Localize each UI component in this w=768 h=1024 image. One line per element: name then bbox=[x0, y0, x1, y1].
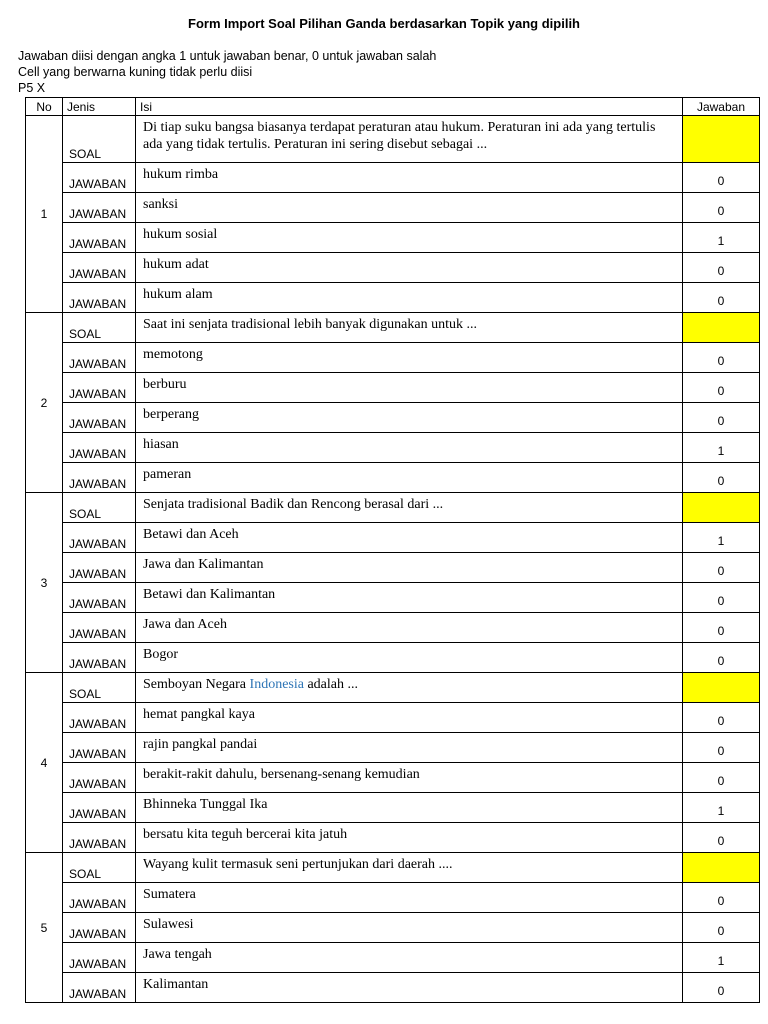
jenis-jawaban-label: JAWABAN bbox=[63, 283, 136, 313]
jawaban-row bbox=[26, 343, 760, 373]
jenis-jawaban-label: JAWABAN bbox=[63, 463, 136, 493]
jenis-jawaban-label: JAWABAN bbox=[63, 703, 136, 733]
answer-option-text: hukum alam bbox=[136, 283, 683, 313]
jenis-jawaban-label: JAWABAN bbox=[63, 343, 136, 373]
answer-key-value[interactable]: 1 bbox=[683, 943, 760, 973]
highlight-note: Cell yang berwarna kuning tidak perlu diisi bbox=[18, 65, 253, 79]
answer-key-value[interactable]: 0 bbox=[683, 373, 760, 403]
jawaban-row bbox=[26, 823, 760, 853]
answer-key-value[interactable]: 0 bbox=[683, 913, 760, 943]
jenis-soal-label: SOAL bbox=[63, 116, 136, 163]
header-jawaban: Jawaban bbox=[683, 98, 760, 116]
indonesia-link[interactable]: Indonesia bbox=[249, 677, 304, 692]
jenis-jawaban-label: JAWABAN bbox=[63, 223, 136, 253]
header-row bbox=[26, 98, 760, 116]
question-number: 2 bbox=[26, 313, 63, 493]
jawaban-row bbox=[26, 553, 760, 583]
jenis-jawaban-label: JAWABAN bbox=[63, 433, 136, 463]
answer-option-text: hiasan bbox=[136, 433, 683, 463]
jenis-soal-label: SOAL bbox=[63, 853, 136, 883]
jawaban-row bbox=[26, 613, 760, 643]
answer-option-text: hukum adat bbox=[136, 253, 683, 283]
question-text: Saat ini senjata tradisional lebih banyak digunakan untuk ... bbox=[136, 313, 683, 343]
answer-option-text: Jawa dan Kalimantan bbox=[136, 553, 683, 583]
answer-key-cell-yellow bbox=[683, 493, 760, 523]
question-text-pre: Semboyan Negara bbox=[143, 677, 250, 692]
question-number: 5 bbox=[26, 853, 63, 1003]
answer-key-value[interactable]: 0 bbox=[683, 613, 760, 643]
soal-row bbox=[26, 493, 760, 523]
answer-option-text: Jawa dan Aceh bbox=[136, 613, 683, 643]
answer-key-cell-yellow bbox=[683, 116, 760, 163]
question-text bbox=[136, 673, 683, 703]
question-number: 3 bbox=[26, 493, 63, 673]
answer-key-value[interactable]: 0 bbox=[683, 883, 760, 913]
soal-row bbox=[26, 853, 760, 883]
answer-option-text: Kalimantan bbox=[136, 973, 683, 1003]
jawaban-row bbox=[26, 163, 760, 193]
answer-key-value[interactable]: 0 bbox=[683, 343, 760, 373]
answer-option-text: berperang bbox=[136, 403, 683, 433]
question-text-post: adalah ... bbox=[303, 677, 358, 692]
jenis-jawaban-label: JAWABAN bbox=[63, 793, 136, 823]
class-label: P5 X bbox=[18, 81, 46, 95]
jenis-jawaban-label: JAWABAN bbox=[63, 253, 136, 283]
jenis-jawaban-label: JAWABAN bbox=[63, 523, 136, 553]
question-text: Senjata tradisional Badik dan Rencong berasal dari ... bbox=[136, 493, 683, 523]
answer-option-text: memotong bbox=[136, 343, 683, 373]
answer-option-text: sanksi bbox=[136, 193, 683, 223]
answer-key-value[interactable]: 0 bbox=[683, 763, 760, 793]
answer-option-text: hemat pangkal kaya bbox=[136, 703, 683, 733]
jawaban-row bbox=[26, 973, 760, 1003]
jenis-soal-label: SOAL bbox=[63, 673, 136, 703]
jenis-jawaban-label: JAWABAN bbox=[63, 823, 136, 853]
answer-key-value[interactable]: 0 bbox=[683, 733, 760, 763]
answer-option-text: rajin pangkal pandai bbox=[136, 733, 683, 763]
jenis-soal-label: SOAL bbox=[63, 313, 136, 343]
answer-key-value[interactable]: 0 bbox=[683, 553, 760, 583]
jenis-jawaban-label: JAWABAN bbox=[63, 403, 136, 433]
answer-option-text: berburu bbox=[136, 373, 683, 403]
jenis-jawaban-label: JAWABAN bbox=[63, 883, 136, 913]
answer-key-cell-yellow bbox=[683, 853, 760, 883]
answer-option-text: Sumatera bbox=[136, 883, 683, 913]
answer-option-text: hukum rimba bbox=[136, 163, 683, 193]
jenis-jawaban-label: JAWABAN bbox=[63, 583, 136, 613]
answer-key-value[interactable]: 0 bbox=[683, 283, 760, 313]
header-no: No bbox=[26, 98, 63, 116]
answer-key-value[interactable]: 0 bbox=[683, 703, 760, 733]
answer-option-text: Sulawesi bbox=[136, 913, 683, 943]
jawaban-row bbox=[26, 583, 760, 613]
answer-key-value[interactable]: 0 bbox=[683, 583, 760, 613]
soal-row bbox=[26, 116, 760, 163]
jawaban-row bbox=[26, 283, 760, 313]
jawaban-row bbox=[26, 643, 760, 673]
answer-option-text: Bhinneka Tunggal Ika bbox=[136, 793, 683, 823]
answer-option-text: Betawi dan Aceh bbox=[136, 523, 683, 553]
answer-key-value[interactable]: 1 bbox=[683, 523, 760, 553]
answer-key-cell-yellow bbox=[683, 313, 760, 343]
jenis-jawaban-label: JAWABAN bbox=[63, 913, 136, 943]
jawaban-row bbox=[26, 223, 760, 253]
answer-key-value[interactable]: 0 bbox=[683, 403, 760, 433]
jenis-jawaban-label: JAWABAN bbox=[63, 643, 136, 673]
jawaban-row bbox=[26, 883, 760, 913]
answer-key-value[interactable]: 0 bbox=[683, 643, 760, 673]
question-table bbox=[25, 97, 760, 1003]
answer-option-text: Jawa tengah bbox=[136, 943, 683, 973]
jawaban-row bbox=[26, 943, 760, 973]
answer-key-value[interactable]: 1 bbox=[683, 793, 760, 823]
jawaban-row bbox=[26, 253, 760, 283]
jenis-jawaban-label: JAWABAN bbox=[63, 193, 136, 223]
question-text: Wayang kulit termasuk seni pertunjukan dari daerah .... bbox=[136, 853, 683, 883]
answer-option-text: berakit-rakit dahulu, bersenang-senang kemudian bbox=[136, 763, 683, 793]
answer-option-text: hukum sosial bbox=[136, 223, 683, 253]
question-text: Di tiap suku bangsa biasanya terdapat peraturan atau hukum. Peraturan ini ada yang tertulis ada yang tidak tertulis. Peraturan ini sering disebut sebagai ... bbox=[136, 116, 683, 163]
jawaban-row bbox=[26, 793, 760, 823]
jawaban-row bbox=[26, 763, 760, 793]
question-number: 1 bbox=[26, 116, 63, 313]
jawaban-row bbox=[26, 403, 760, 433]
jawaban-row bbox=[26, 733, 760, 763]
soal-row bbox=[26, 673, 760, 703]
jawaban-row bbox=[26, 913, 760, 943]
answer-option-text: Betawi dan Kalimantan bbox=[136, 583, 683, 613]
jawaban-row bbox=[26, 373, 760, 403]
header-jenis: Jenis bbox=[63, 98, 136, 116]
header-isi: Isi bbox=[136, 98, 683, 116]
answer-key-value[interactable]: 0 bbox=[683, 973, 760, 1003]
instruction-note: Jawaban diisi dengan angka 1 untuk jawaban benar, 0 untuk jawaban salah bbox=[18, 49, 437, 63]
answer-option-text: bersatu kita teguh bercerai kita jatuh bbox=[136, 823, 683, 853]
form-title: Form Import Soal Pilihan Ganda berdasarkan Topik yang dipilih bbox=[188, 16, 580, 31]
jawaban-row bbox=[26, 433, 760, 463]
jawaban-row bbox=[26, 703, 760, 733]
answer-key-value[interactable]: 1 bbox=[683, 433, 760, 463]
question-number: 4 bbox=[26, 673, 63, 853]
answer-key-cell-yellow bbox=[683, 673, 760, 703]
jenis-jawaban-label: JAWABAN bbox=[63, 613, 136, 643]
answer-option-text: pameran bbox=[136, 463, 683, 493]
answer-key-value[interactable]: 1 bbox=[683, 223, 760, 253]
answer-option-text: Bogor bbox=[136, 643, 683, 673]
jenis-jawaban-label: JAWABAN bbox=[63, 973, 136, 1003]
soal-row bbox=[26, 313, 760, 343]
answer-key-value[interactable]: 0 bbox=[683, 193, 760, 223]
jenis-jawaban-label: JAWABAN bbox=[63, 943, 136, 973]
jenis-soal-label: SOAL bbox=[63, 493, 136, 523]
jenis-jawaban-label: JAWABAN bbox=[63, 553, 136, 583]
jenis-jawaban-label: JAWABAN bbox=[63, 733, 136, 763]
jenis-jawaban-label: JAWABAN bbox=[63, 373, 136, 403]
answer-key-value[interactable]: 0 bbox=[683, 463, 760, 493]
answer-key-value[interactable]: 0 bbox=[683, 163, 760, 193]
jenis-jawaban-label: JAWABAN bbox=[63, 163, 136, 193]
jawaban-row bbox=[26, 523, 760, 553]
jawaban-row bbox=[26, 463, 760, 493]
answer-key-value[interactable]: 0 bbox=[683, 253, 760, 283]
answer-key-value[interactable]: 0 bbox=[683, 823, 760, 853]
jenis-jawaban-label: JAWABAN bbox=[63, 763, 136, 793]
jawaban-row bbox=[26, 193, 760, 223]
